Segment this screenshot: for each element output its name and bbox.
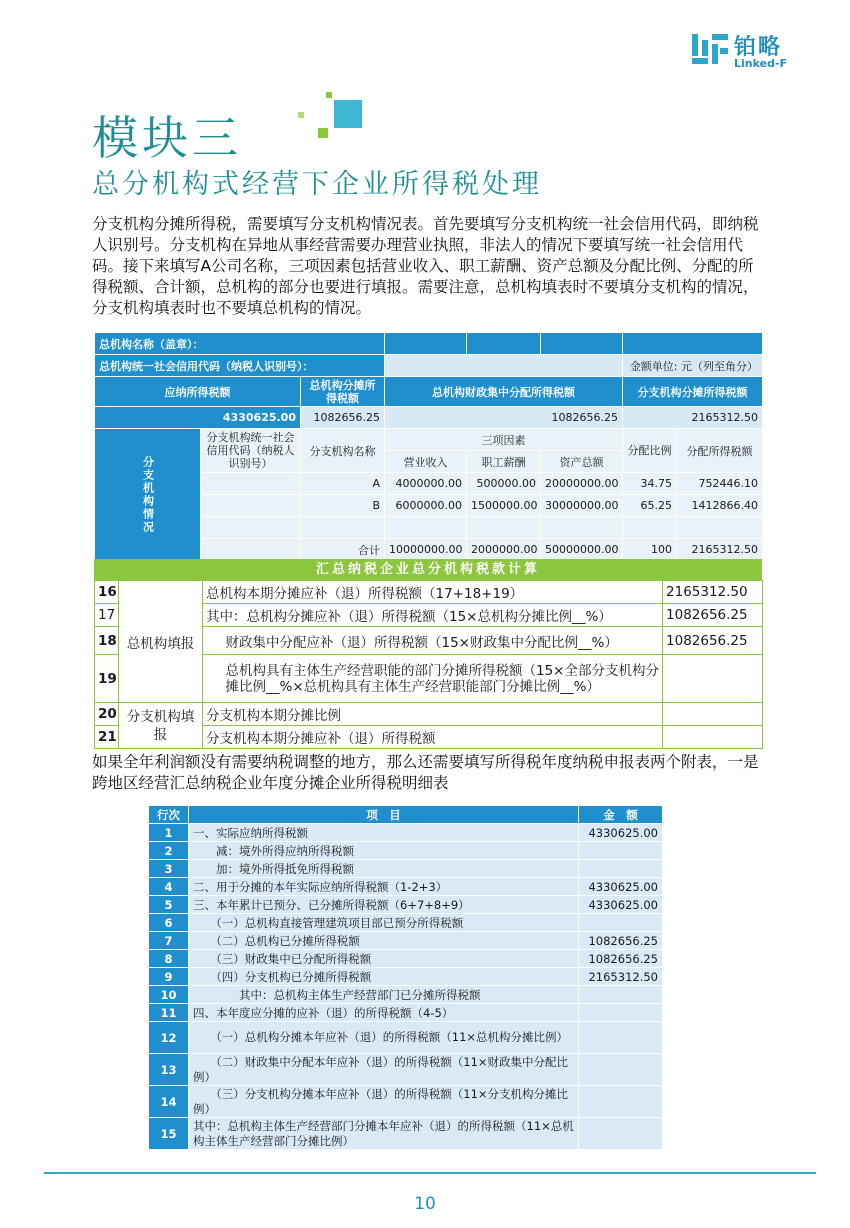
table-row: 10 其中：总机构主体生产经营部门已分摊所得税额 — [149, 986, 663, 1004]
value-hq-share: 1082656.25 — [301, 407, 385, 429]
table-row: 12 （一）总机构分摊本年应补（退）的所得税额（11×总机构分摊比例） — [149, 1022, 663, 1054]
table-row: B 6000000.00 1500000.00 30000000.00 65.25 1412866.40 — [95, 495, 763, 517]
header-amount: 金 额 — [579, 806, 663, 824]
header-branch-name: 分支机构名称 — [301, 429, 385, 473]
unit-note: 金额单位: 元（列至角分） — [623, 355, 763, 377]
module-title: 模块三 — [92, 111, 242, 165]
hq-group-label: 总机构填报 — [119, 581, 203, 703]
value-branch-share: 2165312.50 — [623, 407, 763, 429]
table-row: 14 （三）分支机构分摊本年应补（退）的所得税额（11×分支机构分摊比例） — [149, 1086, 663, 1118]
header-ratio: 分配比例 — [623, 429, 677, 473]
table-row: 9 （四）分支机构已分摊所得税额 2165312.50 — [149, 968, 663, 986]
brand-logo — [692, 30, 812, 72]
branch-group-label: 分支机构填报 — [119, 703, 203, 749]
header-item: 项 目 — [189, 806, 579, 824]
hq-name-label: 总机构名称（盖章）： — [95, 333, 385, 355]
table-row: 15 其中：总机构主体生产经营部门分摊本年应补（退）的所得税额（11×总机构主体生产经营部门分摊比例） — [149, 1118, 663, 1150]
logo-text-cn: 铂略 — [734, 35, 783, 60]
table-row: 2 减：境外所得应纳所得税额 — [149, 842, 663, 860]
value-fiscal: 1082656.25 — [385, 407, 623, 429]
header-alloc: 分配所得税额 — [677, 429, 763, 473]
table-row: 13 （二）财政集中分配本年应补（退）的所得税额（11×财政集中分配比例） — [149, 1054, 663, 1086]
col-fiscal: 总机构财政集中分配所得税额 — [385, 377, 623, 407]
second-paragraph: 如果全年利润额没有需要纳税调整的地方，那么还需要填写所得税年度纳税申报表两个附表，一是跨地区经营汇总纳税企业年度分摊企业所得税明细表 — [92, 753, 759, 792]
logo-text-en: Linked-F — [734, 57, 788, 70]
value-tax-payable: 4330625.00 — [95, 407, 301, 429]
table-row: 3 加：境外所得抵免所得税额 — [149, 860, 663, 878]
annual-table-body — [149, 824, 663, 1150]
table-row: 6 （一）总机构直接管理建筑项目部已预分所得税额 — [149, 914, 663, 932]
header-idx: 行次 — [149, 806, 189, 824]
header-factors: 三项因素 — [385, 429, 623, 451]
table-row: A 4000000.00 500000.00 20000000.00 34.75 752446.10 — [95, 473, 763, 495]
table-row: 5 三、本年累计已预分、已分摊所得税额（6+7+8+9） 4330625.00 — [149, 896, 663, 914]
page-number: 10 — [414, 1194, 436, 1214]
branch-side-label: 分支机构情况 — [95, 429, 201, 561]
col-hq-share: 总机构分摊所得税额 — [301, 377, 385, 407]
table-row: 1 一、实际应纳所得税额 4330625.00 — [149, 824, 663, 842]
table-row: 8 （三）财政集中已分配所得税额 1082656.25 — [149, 950, 663, 968]
header-revenue: 营业收入 — [385, 451, 467, 473]
header-branch-code: 分支机构统一社会信用代码（纳税人识别号） — [201, 429, 301, 473]
hq-code-label: 总机构统一社会信用代码（纳税人识别号）： — [95, 355, 385, 377]
header-assets: 资产总额 — [541, 451, 623, 473]
tax-calc-title: 汇总纳税企业总分机构税款计算 — [94, 559, 762, 580]
hq-name-value — [385, 333, 467, 355]
module-subtitle: 总分机构式经营下企业所得税处理 — [92, 169, 542, 200]
tax-calc-table: 16 总机构填报 总机构本期分摊应补（退）所得税额（17+18+19） 2165312.50 17 其中：总机构分摊应补（退）所得税额（15×总机构分摊比例__%） 1082656.25 18 财政集中分配应补（退）所得税额（15×财政集中分配比例__%） 1082656.25 19 总机构具有主体生产经营职能的部门分摊所得税额（15×全部分支机构分摊比例__%×总机构具有主体生产经营职能部门分摊比例__%） 20 分支机构填报 分支机构本期分摊比例 21 分支机构本期分摊应补（退）所得税额 — [94, 580, 763, 749]
logo-mark-icon — [692, 34, 728, 70]
col-tax-payable: 应纳所得税额 — [95, 377, 301, 407]
col-branch-share: 分支机构分摊所得税额 — [623, 377, 763, 407]
table-row: 4 二、用于分摊的本年实际应纳所得税额（1-2+3） 4330625.00 — [149, 878, 663, 896]
annual-allocation-table — [148, 805, 663, 1150]
hq-code-value — [385, 355, 623, 377]
footer-divider — [44, 1172, 816, 1174]
intro-paragraph: 分支机构分摊所得税，需要填写分支机构情况表。首先要填写分支机构统一社会信用代码，即纳税人识别号。分支机构在异地从事经营需要办理营业执照，非法人的情况下要填写统一社会信用代码。接下来填写A公司名称，三项因素包括营业收入、职工薪酬、资产总额及分配比例、分配的所得税额、合计额，总机构的部分也要进行填报。需要注意，总机构填表时不要填分支机构的情况，分支机构填表时也不要填总机构的情况。 — [92, 215, 759, 317]
table-row: 7 （二）总机构已分摊所得税额 1082656.25 — [149, 932, 663, 950]
table-row: 11 四、本年度应分摊的应补（退）的所得税额（4-5） — [149, 1004, 663, 1022]
header-salary: 职工薪酬 — [467, 451, 541, 473]
branch-allocation-table — [94, 332, 763, 561]
table-row-total: 合计 10000000.00 2000000.00 50000000.00 100 2165312.50 — [95, 539, 763, 561]
